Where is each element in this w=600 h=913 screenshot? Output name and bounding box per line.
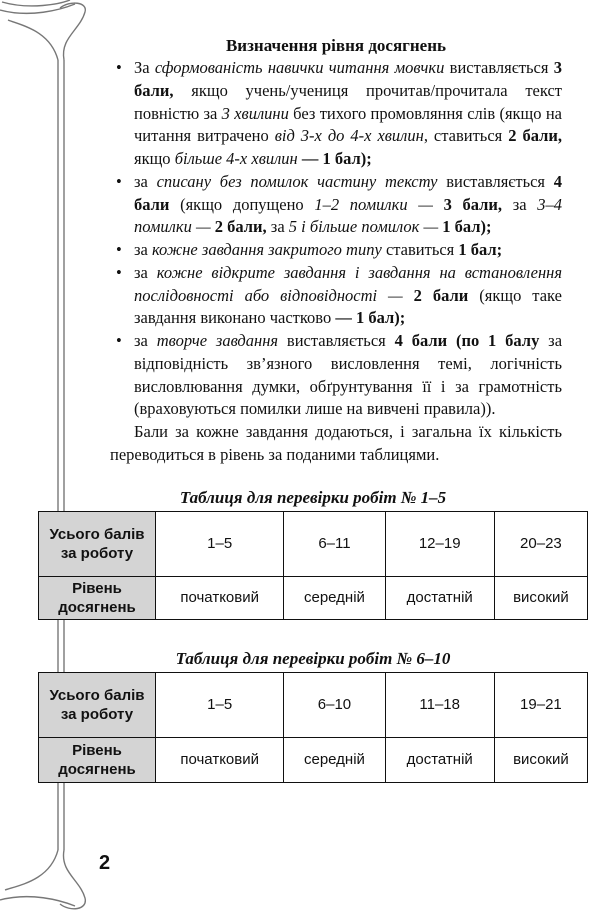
bold-text: 3 бали, bbox=[432, 194, 503, 214]
table-row bbox=[39, 737, 588, 782]
table-cell: 12–19 bbox=[385, 511, 494, 576]
bold-text: 2 бали, bbox=[508, 126, 562, 146]
bullet-item bbox=[110, 57, 562, 171]
text: За bbox=[134, 58, 155, 77]
bullet-item bbox=[110, 171, 562, 239]
text: за bbox=[266, 217, 289, 237]
table-cell: достатній bbox=[385, 737, 494, 782]
bullet-item bbox=[110, 330, 562, 421]
bold-text: 2 бали bbox=[402, 285, 469, 305]
table-cell: високий bbox=[494, 737, 587, 782]
text: (якщо таке завдання виконано частково bbox=[134, 285, 562, 328]
text: виставляється bbox=[437, 171, 554, 191]
italic-text: 3 хвилини bbox=[221, 103, 289, 123]
text: Бали за кожне завдання додаються, і загальна їх кількість переводиться в рівень за поданими таблицями. bbox=[110, 422, 562, 464]
table-row bbox=[39, 672, 588, 737]
text: , ставиться bbox=[423, 126, 509, 146]
page-title: Визначення рівня досягнень bbox=[225, 36, 447, 55]
table-cell: середній bbox=[284, 576, 385, 619]
table-cell: 20–23 bbox=[494, 511, 587, 576]
paragraph bbox=[110, 421, 562, 467]
row-header: Усього балів за роботу bbox=[39, 511, 156, 576]
italic-text: сформованість навички читання мовчки bbox=[154, 58, 445, 77]
table-cell: 19–21 bbox=[494, 672, 587, 737]
table-cell: початковий bbox=[156, 576, 284, 619]
table-cell: 1–5 bbox=[156, 672, 284, 737]
italic-text: списану без помилок частину тексту bbox=[156, 171, 438, 191]
table-cell: 6–11 bbox=[284, 511, 385, 576]
bold-text: 4 бали (по 1 балу bbox=[394, 331, 540, 350]
text: якщо bbox=[134, 149, 175, 168]
text: за bbox=[134, 240, 152, 259]
text: за bbox=[134, 331, 157, 350]
text: виставляється bbox=[278, 331, 395, 350]
italic-text: 5 і більше помилок — bbox=[288, 217, 439, 237]
table-cell: 6–10 bbox=[284, 672, 385, 737]
bold-text: 1 бал; bbox=[458, 240, 503, 259]
bold-text: — 1 бал); bbox=[297, 149, 372, 168]
row-header: Рівень досягнень bbox=[39, 576, 156, 619]
table-cell: початковий bbox=[156, 737, 284, 782]
text: ставиться bbox=[381, 240, 459, 259]
italic-text: 3–4 помилки — bbox=[134, 194, 562, 237]
italic-text: творче завдання bbox=[156, 331, 279, 350]
text: (якщо допущено bbox=[169, 194, 315, 214]
italic-text: 1–2 помилки — bbox=[314, 194, 433, 214]
table-2-caption: Таблиця для перевірки робіт № 6–10 bbox=[175, 648, 451, 668]
italic-text: більше 4-х хвилин bbox=[174, 149, 298, 168]
text: за bbox=[134, 262, 157, 282]
table-row bbox=[39, 511, 588, 576]
table-1 bbox=[38, 511, 588, 620]
italic-text: кожне завдання закритого типу bbox=[151, 240, 382, 259]
bullet-item bbox=[110, 262, 562, 330]
text: за відповідність зв’язного висловлення темі, логічність висловлювання думки, обґрунтування її і за грамотність (враховуються помилки лише на вивчені правила)). bbox=[134, 331, 563, 419]
text: якщо учень/учениця прочитав/прочитала текст повністю за bbox=[134, 80, 562, 123]
text: за bbox=[134, 171, 157, 191]
bold-text: 4 бали bbox=[134, 171, 562, 214]
page-number: 2 bbox=[99, 851, 111, 874]
bold-text: 2 бали, bbox=[210, 217, 267, 237]
table-row bbox=[39, 576, 588, 619]
bullet-item bbox=[110, 239, 562, 262]
text: за bbox=[502, 194, 538, 214]
row-header: Рівень досягнень bbox=[39, 737, 156, 782]
table-cell: високий bbox=[494, 576, 587, 619]
table-2 bbox=[38, 672, 588, 783]
bold-text: — 1 бал); bbox=[335, 308, 406, 328]
table-1-caption: Таблиця для перевірки робіт № 1–5 bbox=[179, 487, 447, 507]
italic-text: від 3-х до 4-х хвилин bbox=[274, 126, 424, 146]
bold-text: 3 бали, bbox=[134, 58, 562, 100]
table-cell: 11–18 bbox=[385, 672, 494, 737]
table-cell: 1–5 bbox=[156, 511, 284, 576]
italic-text: кожне відкрите завдання і завдання на встановлення послідовності або відповідності — bbox=[134, 262, 562, 305]
text: без тихого промовляння слів (якщо на читання витрачено bbox=[134, 103, 562, 146]
table-cell: достатній bbox=[385, 576, 494, 619]
table-cell: середній bbox=[284, 737, 385, 782]
row-header: Усього балів за роботу bbox=[39, 672, 156, 737]
text: виставляється bbox=[444, 58, 554, 77]
bold-text: 1 бал); bbox=[438, 217, 492, 237]
body-text bbox=[110, 57, 562, 467]
